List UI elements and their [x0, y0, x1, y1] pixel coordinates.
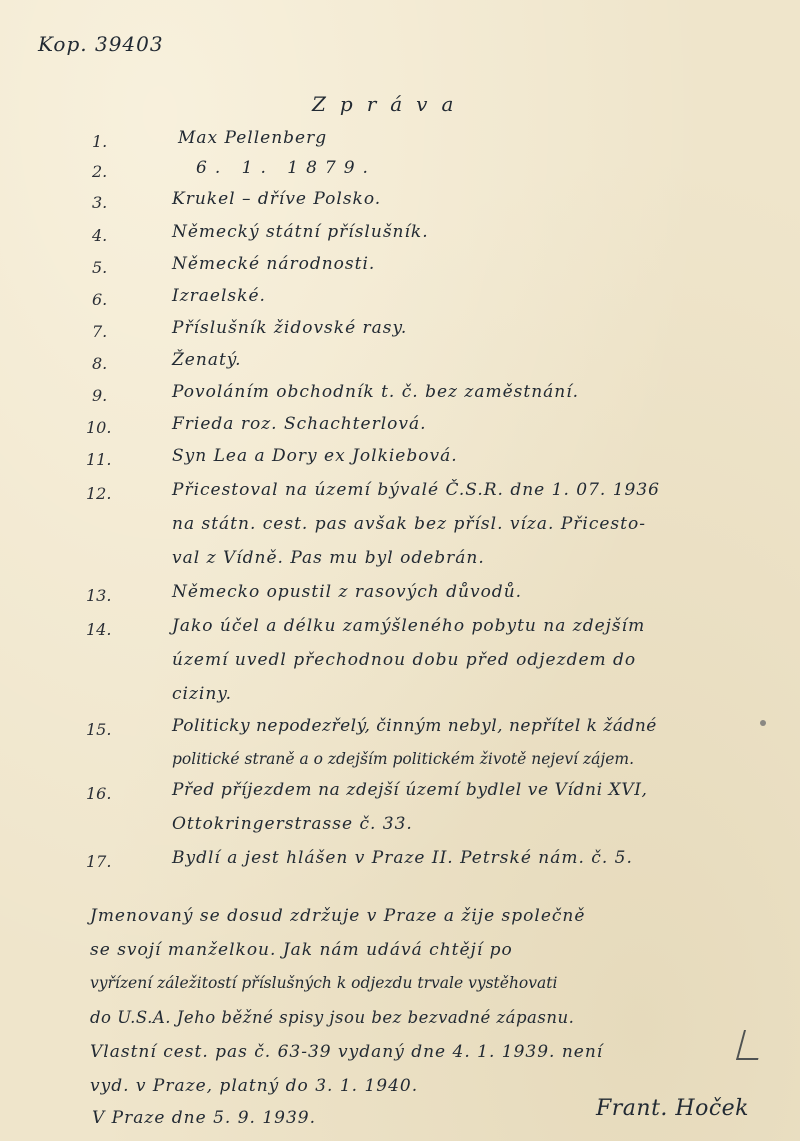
item-line: na státn. cest. pas avšak bez přísl. víza. Přicesto-: [172, 514, 646, 534]
closing-line: Jmenovaný se dosud zdržuje v Praze a žije společně: [90, 906, 586, 926]
closing-line: Vlastní cest. pas č. 63-39 vydaný dne 4. 1. 1939. není: [90, 1042, 604, 1062]
signature: Frant. Hoček: [596, 1096, 749, 1121]
item-line: ciziny.: [172, 684, 233, 704]
item-number: 15.: [86, 720, 112, 739]
item-line: 6. 1. 1879.: [196, 158, 376, 178]
item-line: Přicestoval na území bývalé Č.S.R. dne 1. 07. 1936: [172, 480, 660, 500]
item-line: Německý státní příslušník.: [172, 222, 429, 242]
item-number: 4.: [92, 226, 108, 245]
item-number: 17.: [86, 852, 112, 871]
closing-line: vyd. v Praze, platný do 3. 1. 1940.: [90, 1076, 419, 1096]
item-line: území uvedl přechodnou dobu před odjezdem do: [172, 650, 637, 670]
document-title: Zpráva: [312, 92, 468, 116]
closing-line: do U.S.A. Jeho běžné spisy jsou bez bezvadné zápasnu.: [90, 1008, 575, 1027]
item-line: Jako účel a délku zamýšleného pobytu na zdejším: [172, 616, 646, 636]
item-number: 12.: [86, 484, 112, 503]
item-line: Německé národnosti.: [172, 254, 376, 274]
item-line: Politicky nepodezřelý, činným nebyl, nepřítel k žádné: [172, 716, 657, 736]
closing-line: vyřízení záležitostí příslušných k odjezdu trvale vystěhovati: [90, 974, 558, 992]
place-date: V Praze dne 5. 9. 1939.: [92, 1108, 317, 1128]
item-line: Ottokringerstrasse č. 33.: [172, 814, 413, 834]
ink-mark: [760, 720, 766, 726]
item-line: val z Vídně. Pas mu byl odebrán.: [172, 548, 485, 568]
item-line: Ženatý.: [172, 350, 242, 370]
item-line: Povoláním obchodník t. č. bez zaměstnání.: [172, 382, 580, 402]
item-number: 2.: [92, 162, 108, 181]
item-number: 16.: [86, 784, 112, 803]
item-number: 9.: [92, 386, 108, 405]
item-line: Před příjezdem na zdejší území bydlel ve Vídni XVI,: [172, 780, 648, 800]
item-number: 11.: [86, 450, 112, 469]
reference-number: Kop. 39403: [38, 32, 164, 56]
item-number: 3.: [92, 193, 108, 212]
item-line: Německo opustil z rasových důvodů.: [172, 582, 523, 602]
item-number: 6.: [92, 290, 108, 309]
item-line: Bydlí a jest hlášen v Praze II. Petrské nám. č. 5.: [172, 848, 633, 868]
item-line: politické straně a o zdejším politickém životě nejeví zájem.: [172, 750, 635, 768]
item-number: 8.: [92, 354, 108, 373]
item-line: Krukel – dříve Polsko.: [172, 189, 382, 209]
closing-line: se svojí manželkou. Jak nám udává chtějí po: [90, 940, 513, 960]
item-line: Frieda roz. Schachterlová.: [172, 414, 427, 434]
item-line: Příslušník židovské rasy.: [172, 318, 408, 338]
signature-flourish: [736, 1030, 766, 1060]
item-number: 10.: [86, 418, 112, 437]
item-number: 14.: [86, 620, 112, 639]
item-line: Izraelské.: [172, 286, 266, 306]
item-number: 7.: [92, 322, 108, 341]
item-number: 1.: [92, 132, 108, 151]
item-line: Max Pellenberg: [178, 128, 328, 148]
item-number: 5.: [92, 258, 108, 277]
item-line: Syn Lea a Dory ex Jolkiebová.: [172, 446, 458, 466]
item-number: 13.: [86, 586, 112, 605]
